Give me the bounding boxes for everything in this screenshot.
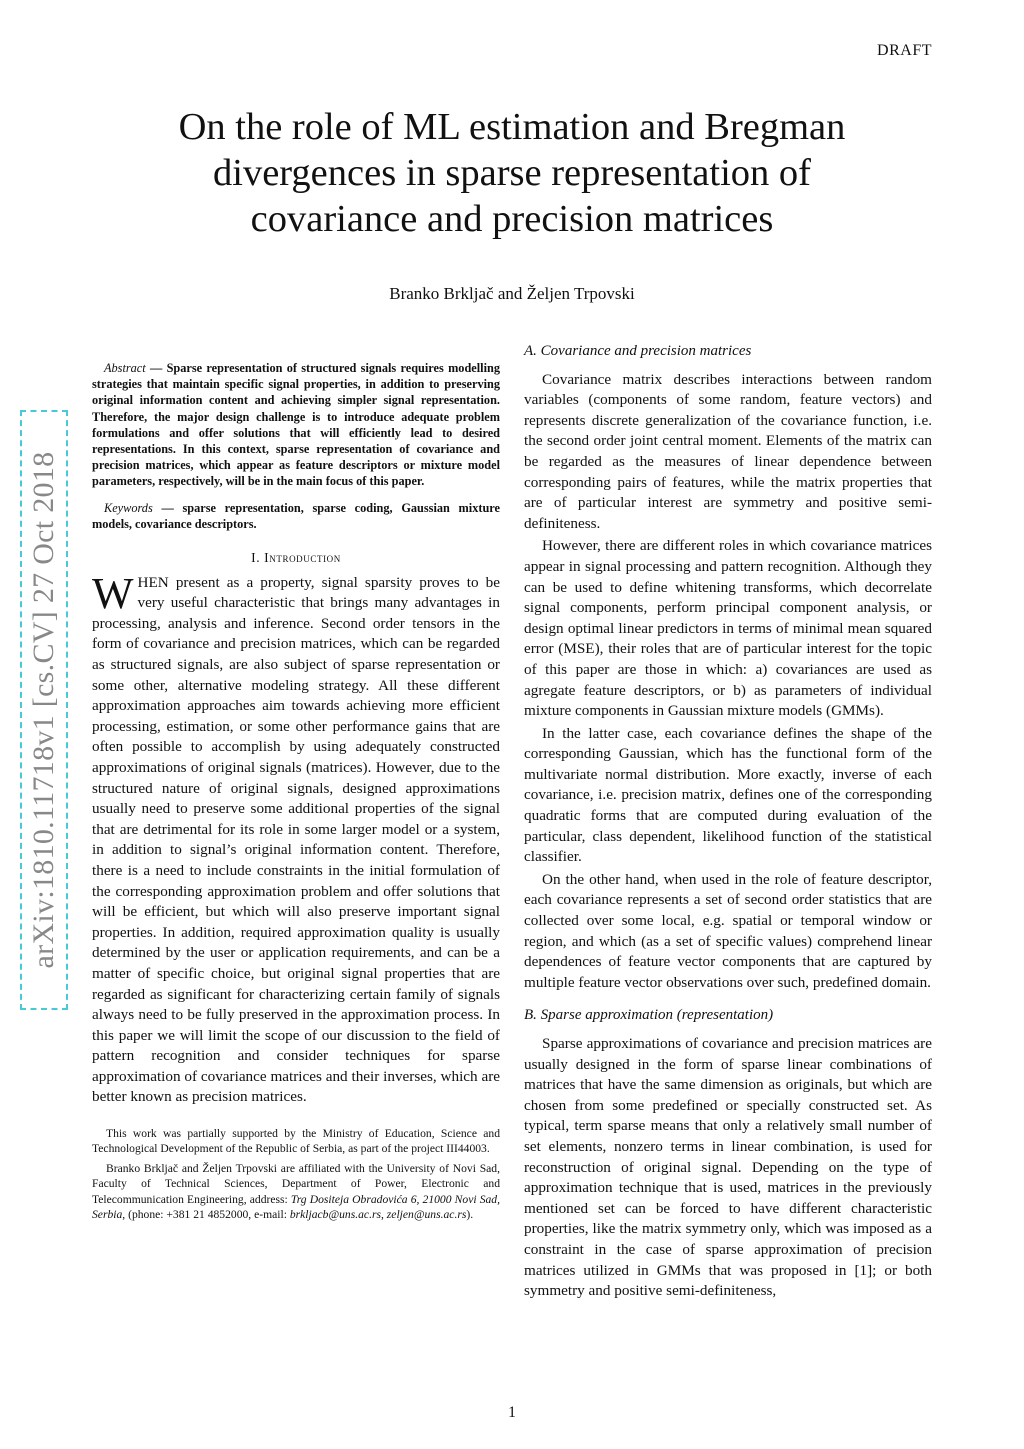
affiliation-address: Trg Dositeja Obradovića 6, 21000 Novi Sad, Serbia	[92, 1192, 500, 1222]
email-link-1[interactable]: brkljacb@uns.ac.rs	[289, 1208, 381, 1222]
subsection-a-heading: A. Covariance and precision matrices	[524, 343, 752, 359]
affiliation-phone: , (phone: +381 21 4852000, e-mail:	[122, 1208, 290, 1222]
section-heading-introduction	[92, 548, 500, 569]
keywords	[92, 500, 500, 532]
title-line-2: divergences in sparse representation of	[213, 152, 811, 194]
right-column	[524, 341, 932, 1302]
draft-label: DRAFT	[877, 42, 932, 59]
affiliation-close: ).	[466, 1208, 474, 1222]
paper-title	[92, 104, 932, 242]
section-title: Introduction	[264, 550, 341, 566]
abstract-text: Sparse representation of structured signals requires modelling strategies that maintain specific signal properties, in addition to preserving original information content and achieving simpler signal representation. Therefore, the major design challenge is to introduce adequate problem formulations and offer solutions that will efficiently lead to desired representations. In this context, sparse representation of covariance and precision matrices, which appear as feature descriptors or mixture model parameters, respectively, will be in the main focus of this paper.	[92, 361, 500, 489]
keywords-dash: —	[152, 500, 183, 515]
drop-cap: W	[92, 568, 134, 618]
title-line-3: covariance and precision matrices	[250, 198, 774, 240]
title-line-1: On the role of ML estimation and Bregman	[178, 106, 846, 148]
abstract	[92, 360, 500, 490]
email-link-2[interactable]: zeljen@uns.ac.rs	[386, 1208, 467, 1222]
intro-first-word: HEN	[137, 573, 169, 591]
arxiv-identifier[interactable]: arXiv:1810.11718v1 [cs.CV] 27 Oct 2018	[27, 451, 60, 969]
keywords-text: sparse representation, sparse coding, Gaussian mixture models, covariance descriptors.	[92, 500, 500, 531]
paragraph: However, there are different roles in which covariance matrices appear in signal processing and pattern recognition. Although they can be used to define whitening transforms, which decorrelate signal components, perform principal component analysis, or design optimal linear predictors in terms of minimal mean squared error (MSE), their roles that are of particular interest for the topic of this paper are those in which: a) covariances are used as agregate feature descriptors, or b) as parameters of individual mixture components in Gaussian mixture models (GMMs).	[524, 537, 932, 720]
page-number: 1	[508, 1404, 516, 1421]
keywords-label: Keywords	[104, 500, 153, 515]
introduction-paragraph	[92, 568, 500, 1108]
email-separator: ,	[381, 1208, 387, 1222]
paragraph: Sparse approximations of covariance and precision matrices are usually designed in the form of sparse linear combinations of matrices that have the same dimension as originals, but which are chosen from some predefined or specially constructed set. As typical, term sparse means that only a relatively small number of set elements, nonzero terms in linear combination, is used for reconstruction of original signal. Depending on the type of approximation technique that is used, matrices in the previously mentioned set can be forced to have different characteristic properties, like the matrix symmetry only, which was imposed as a constraint in the case of sparse approximation of precision matrices utilized in GMMs that was proposed in [1]; or both symmetry and positive semi-definiteness,	[524, 1035, 932, 1300]
footnote-funding: This work was partially supported by the Ministry of Education, Science and Technological Development of the Republic of Serbia, as part of the project III44003.	[92, 1127, 500, 1156]
authors: Branko Brkljač and Željen Trpovski	[389, 284, 635, 303]
paragraph: In the latter case, each covariance defines the shape of the corresponding Gaussian, which has the functional form of the multivariate normal distribution. More exactly, inverse of each covariance, i.e. precision matrix, defines one of the corresponding quadratic forms that are computed during evaluation of the particular, class dependent, likelihood function of the statistical classifier.	[524, 724, 932, 866]
abstract-label: Abstract	[104, 361, 146, 375]
affiliation-text: Branko Brkljač and Željen Trpovski are affiliated with the University of Novi Sad, Faculty of Technical Sciences, Department of Power, Electronic and Telecommunication Engineering, address:	[92, 1161, 500, 1206]
subsection-b-heading: B. Sparse approximation (representation)	[524, 1007, 774, 1024]
footnote-affiliation	[92, 1161, 500, 1223]
paragraph: On the other hand, when used in the role of feature descriptor, each covariance represents a set of second order statistics that are collected over some local, e.g. spatial or temporal window or region, and which (as a set of specific values) comprehend linear dependences of feature vector components that are captured by multiple feature vector observations over such, predefined domain.	[524, 870, 932, 991]
intro-text: present as a property, signal sparsity proves to be very useful characteristic that brings many advantages in processing, analysis and inference. Second order tensors in the form of covariance and precision matrices, which can be regarded as structured signals, are also subject of sparse representation or some other, alternative modeling strategy. All these different approximation approaches aim towards achieving more efficient processing, estimation, or some other performance gains that are often possible to accomplish by using adequately constructed approximations of original signals (matrices). However, due to the structured nature of original signals, designed approximations usually need to preserve some additional properties of the signal that are detrimental for its role in some larger model or a system, in addition to signal’s original information content. Therefore, there is a need to include constraints in the initial formulation of the corresponding approximation problem and offer solutions that will be efficient, but which will also preserve important signal properties. In addition, required approximation quality is usually determined by the user or application requirements, and can be a matter of specific choice, but original signal properties that are regarded as significant for characterizing certain family of signals always need to be fully preserved in the approximation process. In this paper we will limit the scope of our discussion to the field of pattern recognition and consider techniques for sparse approximation of covariance matrices and their inverses, which are better known as precision matrices.	[92, 573, 500, 1106]
section-number: I.	[251, 550, 265, 566]
abstract-dash: —	[145, 361, 167, 375]
paragraph: Covariance matrix describes interactions between random variables (components of some random, feature vectors) and represents discrete generalization of the covariance function, i.e. the second order joint central moment. Elements of the matrix can be regarded as the measures of linear dependence between corresponding pairs of features, while the matrix properties that are of particular interest are symmetry and positive semi-definiteness.	[524, 370, 932, 532]
left-column	[92, 360, 500, 1227]
